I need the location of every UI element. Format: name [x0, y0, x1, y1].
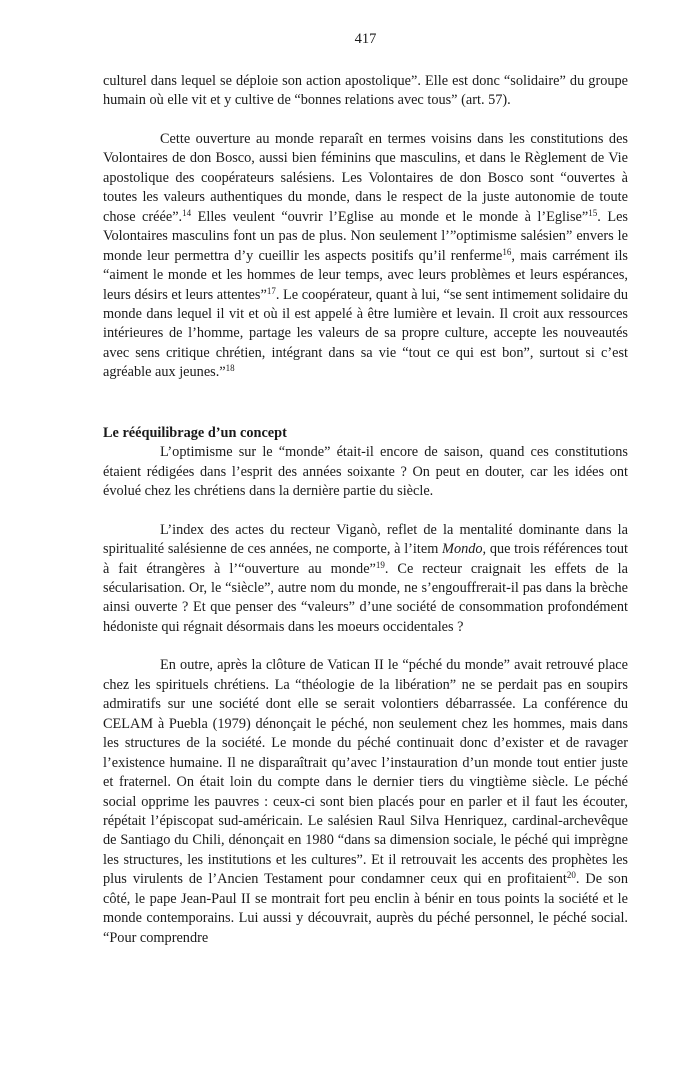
text-run: L’optimisme sur le “monde” était-il encore de saison, quand ces constitutions étaient rédigées dans l’esprit des années soixante ? On peut en douter, car les idées ont évolué chez les chrétiens dans la dernière partie du siècle.: [103, 444, 628, 500]
page-number: 417: [354, 31, 377, 47]
section: [103, 424, 628, 948]
footnote-marker: 19: [375, 559, 385, 570]
text-run: . Ce recteur craignait les effets de la sécularisation. Or, le “siècle”, autre nom du monde, ne s’engouffrerait-il pas dans la brèche ainsi ouverte ? Et que penser des “valeurs” d’une société de consommation profondément hédoniste qui régnait désormais dans les moeurs occidentales ?: [103, 560, 628, 635]
footnote-marker: 20: [566, 870, 576, 881]
text-run: . Les Volontaires masculins font un pas de plus. Non seulement l’”optimisme salésien” envers le monde leur permettra d’y cueillir les aspects positifs qu’il renferme: [103, 208, 628, 264]
text-run: Cette ouverture au monde reparaît en termes voisins dans les constitutions des Volontaires de don Bosco, aussi bien féminins que masculins, et dans le Règlement de Vie apostolique des coopérateurs salésiens. Les Volontaires de don Bosco sont “ouvertes à toutes les valeurs authentiques du monde, dans le respect de la juste autonomie de toute chose créée”.: [103, 130, 628, 225]
text-run: . De son côté, le pape Jean-Paul II se montrait fort peu enclin à bénir en tous points la société et le monde contemporains. Lui aussi y découvrait, auprès du péché personnel, le péché social. “Pour comprendre: [103, 871, 628, 946]
text-run: En outre, après la clôture de Vatican II le “péché du monde” avait retrouvé place chez les spirituels chrétiens. La “théologie de la libération” ne se perdait pas en soupirs admiratifs sur une société dont elle se serait volontiers débarrassée. La conférence du CELAM à Puebla (1979) dénonçait le péché, non seulement chez les hommes, mais dans les structures de la société. Le monde du péché continuait donc d’exister et de ravager l’existence humaine. Il ne disparaîtrait qu’avec l’instauration d’un monde tout entier juste et fraternel. On était loin du compte dans le dernier tiers du vingtième siècle. Le péché social opprime les pauvres : ceux-ci sont bien placés pour en parler et il faut les écouter, répétait l’épiscopat sud-américain. Le salésien Raul Silva Henriquez, cardinal-archevêque de Santiago du Chili, dénonçait en 1980 “dans sa dimension sociale, le péché qui imprègne les structures, les institutions et les cultures”. Et il retrouvait les accents des prophètes les plus virulents de l’Ancien Testament pour condamner ceux qui en profitaient: [103, 657, 628, 888]
text-run: Elles veulent “ouvrir l’Eglise au monde et le monde à l’Eglise”: [191, 208, 589, 225]
text-run: L’index des actes du recteur Viganò, reflet de la mentalité dominante dans la spiritualité salésienne de ces années, ne comporte, à l’item: [103, 521, 628, 558]
footnote-marker: 15: [588, 207, 598, 218]
footnote-marker: 18: [225, 363, 235, 374]
footnote-marker: 17: [266, 285, 276, 296]
paragraph-optimisme: [103, 443, 628, 501]
document-page: [103, 30, 628, 948]
text-run: . Le coopérateur, quant à lui, “se sent intimement solidaire du monde dans lequel il vit et où il est appelé à être lumière et levain. Il croit aux ressources intérieures de l’homme, partage les valeurs de sa propre culture, accepte les nouveautés avec sens critique chrétien, intégrant dans sa vie “tout ce qui est bon”, surtout si c’est agréable aux jeunes.”: [103, 286, 628, 381]
paragraph-index-vigano: [103, 521, 628, 638]
text-run: que trois références tout à fait étrangères à l’“ouverture au monde”: [103, 541, 628, 577]
italic-term: Mondo,: [442, 541, 487, 558]
footnote-marker: 16: [502, 246, 512, 257]
section-heading: Le rééquilibrage d’un concept: [103, 424, 287, 441]
paragraph-continued: culturel dans lequel se déploie son action apostolique”. Elle est donc “solidaire” du groupe humain où elle vit et y cultive de “bonnes relations avec tous” (art. 57).: [103, 73, 628, 109]
text-run: , mais carrément ils “aiment le monde et les hommes de leur temps, avec leurs problèmes et leurs espérances, leurs désirs et leurs attentes”: [103, 247, 628, 303]
paragraph-ouverture: [103, 130, 628, 383]
footnote-marker: 14: [182, 207, 192, 218]
paragraph-peche-social: [103, 656, 628, 948]
